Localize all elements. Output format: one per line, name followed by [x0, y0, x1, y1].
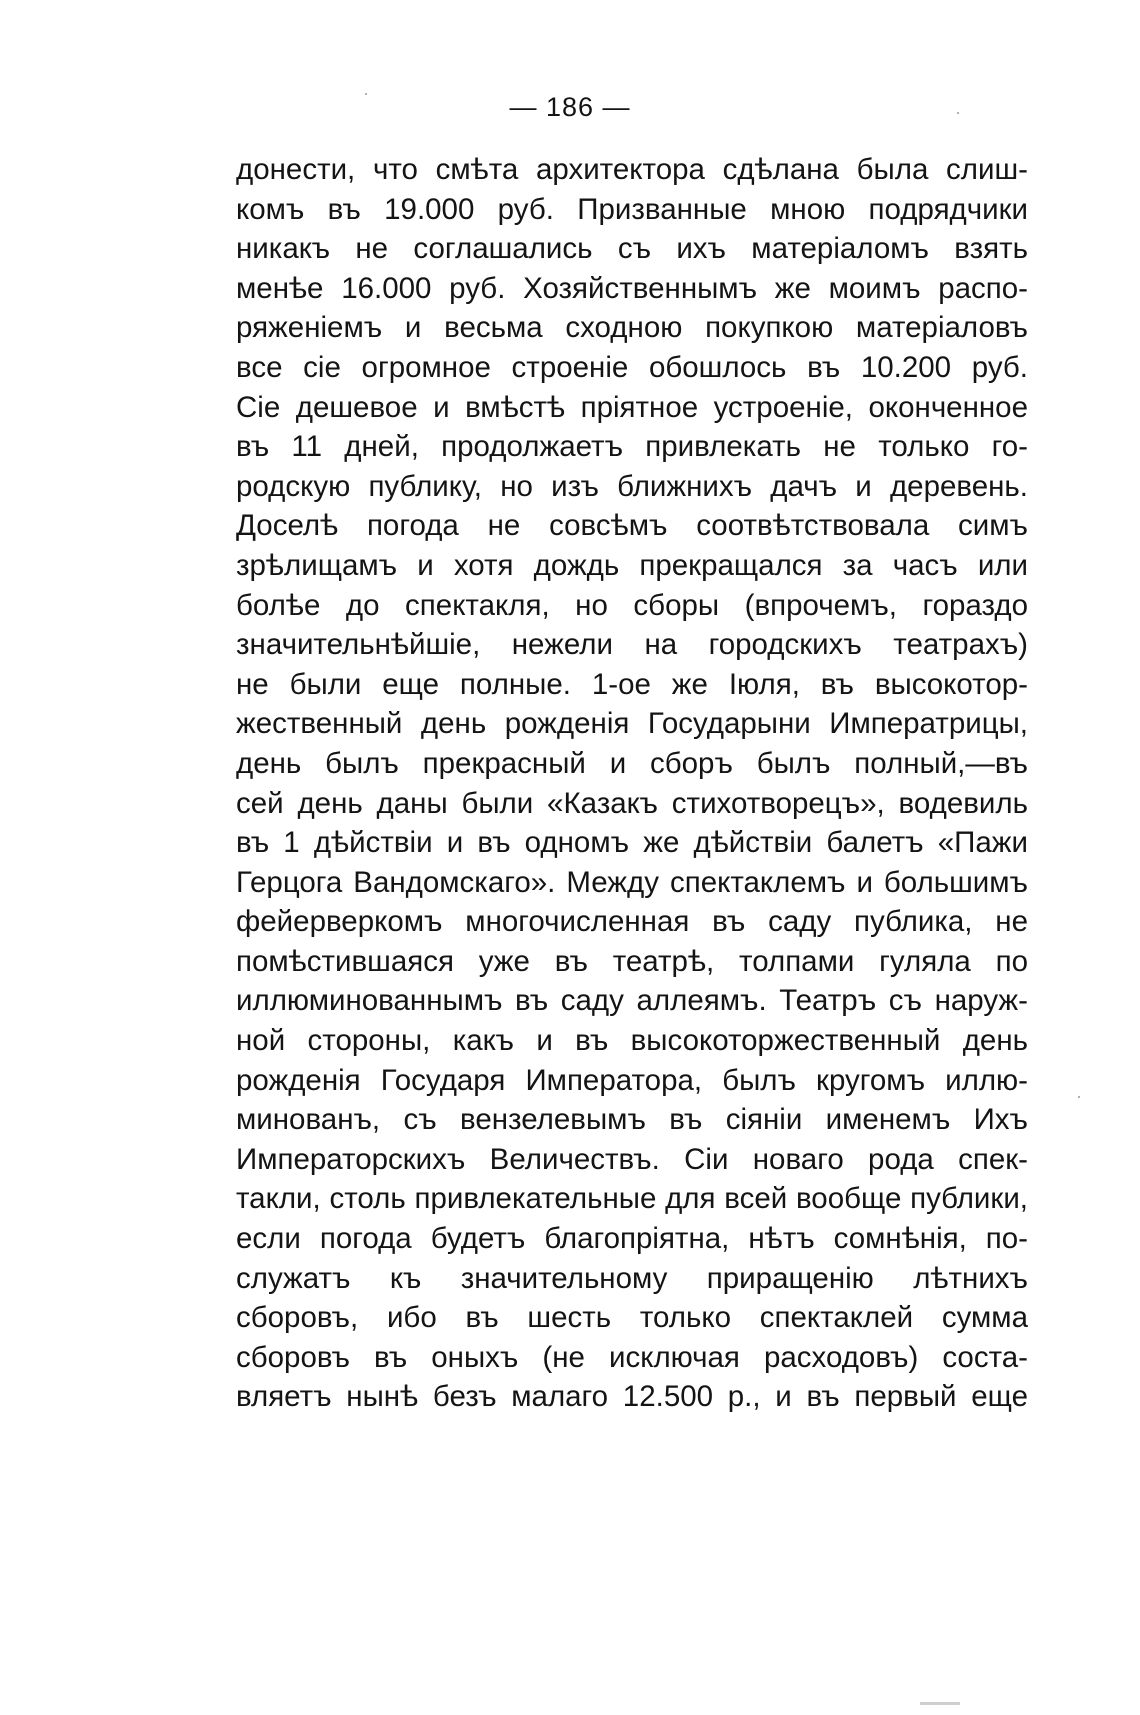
text-line: въ 11 дней, продолжаетъ привлекать не только го-: [236, 430, 1028, 464]
text-line: Сіе дешевое и вмѣстѣ пріятное устроеніе, оконченное: [236, 390, 1028, 424]
text-line: такли, столь привлекательные для всей вообще публики,: [236, 1182, 1028, 1216]
text-line: если погода будетъ благопріятна, нѣтъ сомнѣнія, по-: [236, 1222, 1028, 1256]
text-line: рожденія Государя Императора, былъ кругомъ иллю-: [236, 1063, 1028, 1097]
text-line: родскую публику, но изъ ближнихъ дачъ и деревень.: [236, 469, 1028, 503]
text-line: ной стороны, какъ и въ высокоторжественный день: [236, 1024, 1028, 1058]
text-line: фейерверкомъ многочисленная въ саду публика, не: [236, 905, 1028, 939]
text-line: значительнѣйшіе, нежели на городскихъ театрахъ): [236, 628, 1028, 662]
text-line: сборовъ въ оныхъ (не исключая расходовъ) соста-: [236, 1340, 1028, 1374]
text-line: менѣе 16.000 руб. Хозяйственнымъ же моимъ распо-: [236, 271, 1028, 305]
page-number: — 186 —: [509, 92, 631, 122]
scan-speck: [957, 112, 959, 114]
text-line: жественный день рожденія Государыни Императрицы,: [236, 707, 1028, 741]
text-line: въ 1 дѣйствіи и въ одномъ же дѣйствіи балетъ «Пажи: [236, 826, 1028, 860]
text-line: Герцога Вандомскаго». Между спектаклемъ и большимъ: [236, 865, 1028, 899]
text-line: комъ въ 19.000 руб. Призванные мною подрядчики: [236, 192, 1028, 226]
text-line: иллюминованнымъ въ саду аллеямъ. Театръ съ наруж-: [236, 984, 1028, 1018]
text-line: сборовъ, ибо въ шесть только спектаклей сумма: [236, 1301, 1028, 1335]
text-line: сей день даны были «Казакъ стихотворецъ», водевиль: [236, 786, 1028, 820]
text-line: никакъ не соглашались съ ихъ матеріаломъ взять: [236, 232, 1028, 266]
text-line: болѣе до спектакля, но сборы (впрочемъ, гораздо: [236, 588, 1028, 622]
scan-edge-mark: [920, 1702, 960, 1705]
text-line: день былъ прекрасный и сборъ былъ полный,—въ: [236, 746, 1028, 780]
text-line: ряженіемъ и весьма сходною покупкою матеріаловъ: [236, 311, 1028, 345]
text-line: все сіе огромное строеніе обошлось въ 10.200 руб.: [236, 350, 1028, 384]
text-line: не были еще полные. 1-ое же Іюля, въ высокотор-: [236, 667, 1028, 701]
text-line: зрѣлищамъ и хотя дождь прекращался за часъ или: [236, 548, 1028, 582]
text-line: служатъ къ значительному приращенію лѣтнихъ: [236, 1261, 1028, 1295]
body-text: [236, 150, 1028, 1417]
scan-speck: [365, 93, 367, 95]
text-line: донести, что смѣта архитектора сдѣлана была слиш-: [236, 153, 1028, 186]
text-line: Доселѣ погода не совсѣмъ соотвѣтствовала симъ: [236, 509, 1028, 543]
text-line: помѣстившаяся уже въ театрѣ, толпами гуляла по: [236, 944, 1028, 978]
scan-speck: [1078, 1096, 1080, 1098]
text-line: минованъ, съ вензелевымъ въ сіяніи именемъ Ихъ: [236, 1103, 1028, 1137]
text-line: вляетъ нынѣ безъ малаго 12.500 р., и въ первый еще: [236, 1380, 1028, 1414]
text-line: Императорскихъ Величествъ. Сіи новаго рода спек-: [236, 1142, 1028, 1176]
